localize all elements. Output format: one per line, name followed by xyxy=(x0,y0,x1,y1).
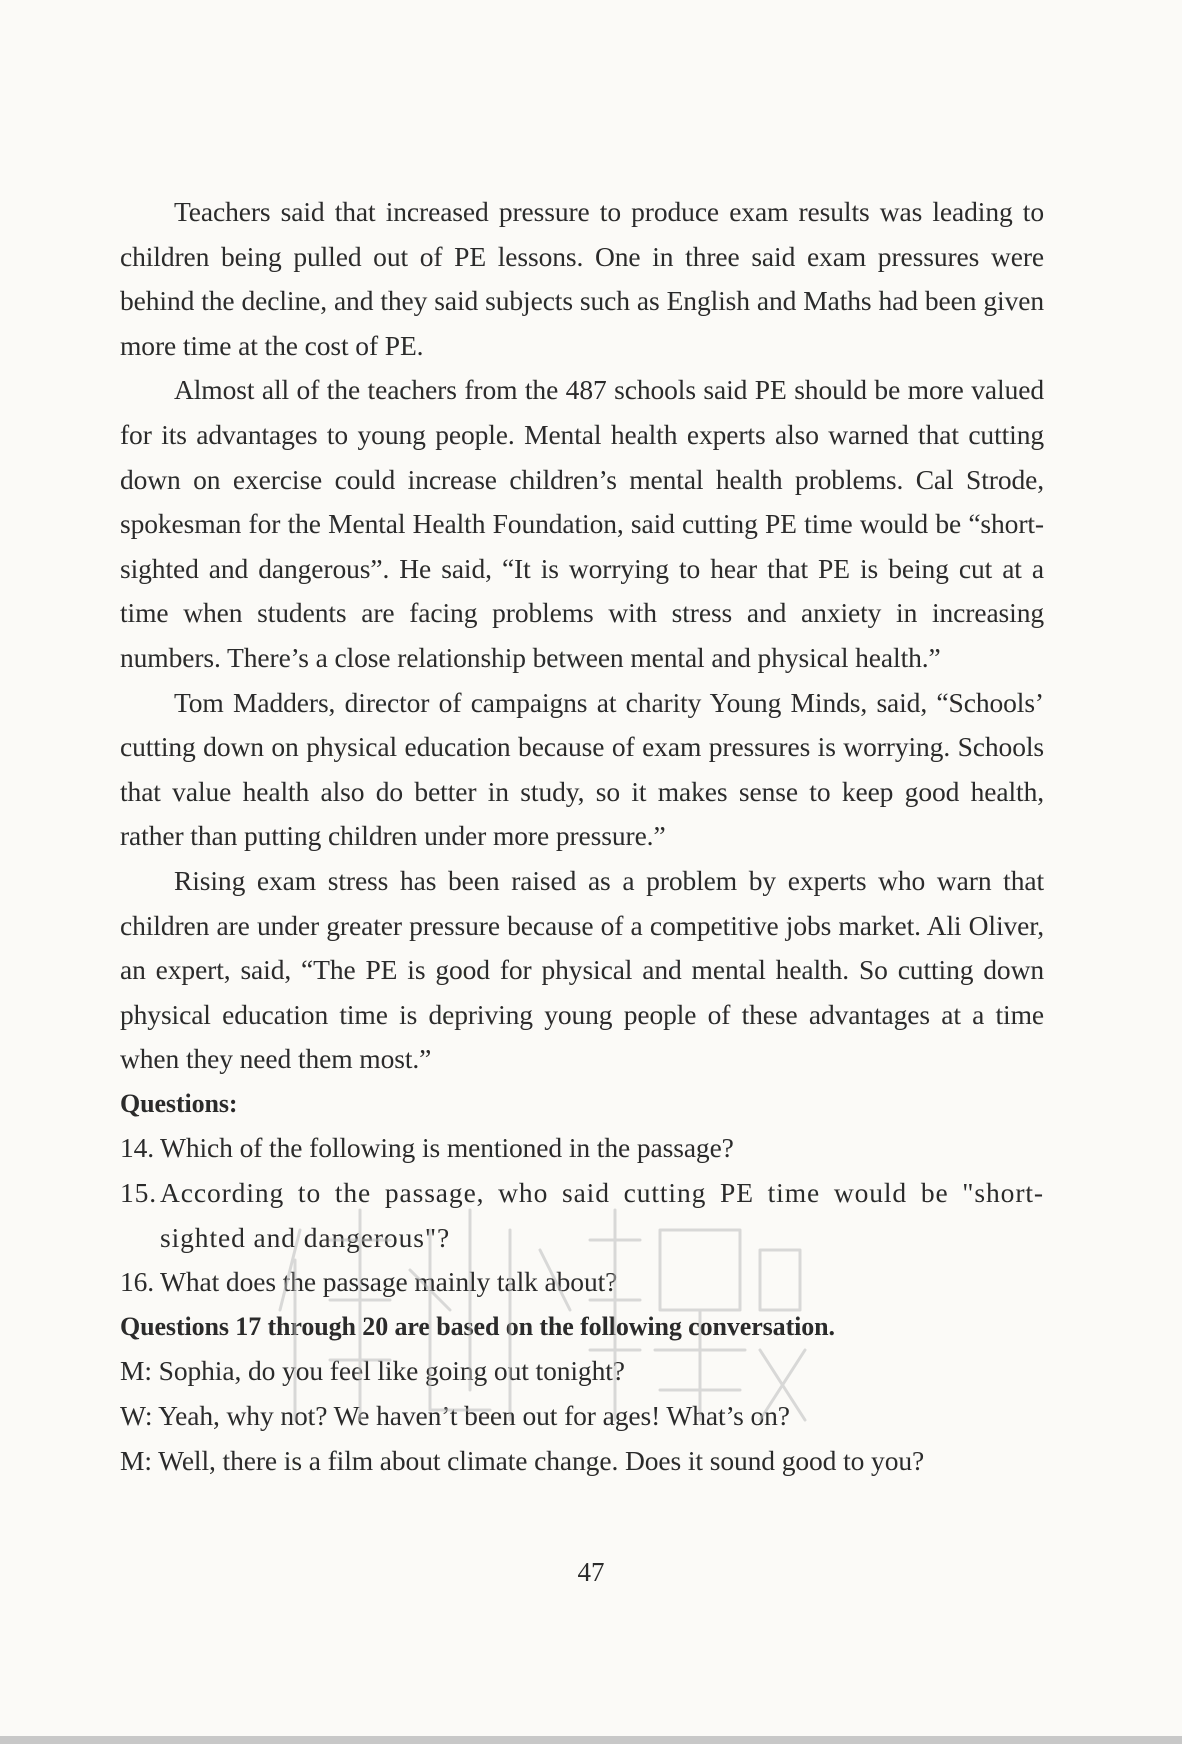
question-text: According to the passage, who said cutting PE time would be "short-sighted and dangerous"? xyxy=(160,1177,1044,1253)
question-number: 15. xyxy=(120,1177,158,1209)
passage-paragraph-4: Rising exam stress has been raised as a problem by experts who warn that children are under greater pressure because of a competitive jobs market. Ali Oliver, an expert, said, “The PE is good for physical and mental health. So cutting down physical education time is depriving young people of these advantages at a time when they need them most.” xyxy=(120,864,1044,1075)
dialogue-line: W: Yeah, why not? We haven’t been out for ages! What’s on? xyxy=(120,1400,790,1432)
question-item xyxy=(120,1171,1044,1260)
passage-paragraph-2: Almost all of the teachers from the 487 schools said PE should be more valued for its advantages to young people. Mental health experts also warned that cutting down on exercise could increase children’s mental health problems. Cal Strode, spokesman for the Mental Health Foundation, said cutting PE time would be “short-sighted and dangerous”. He said, “It is worrying to hear that PE is being cut at a time when students are facing problems with stress and anxiety in increasing numbers. There’s a close relationship between mental and physical health.” xyxy=(120,374,1044,673)
dialogue-line: M: Well, there is a film about climate change. Does it sound good to you? xyxy=(120,1444,925,1476)
question-number: 16. xyxy=(120,1266,155,1298)
page-content xyxy=(120,190,1044,1483)
question-list xyxy=(120,1126,1044,1304)
question-text: Which of the following is mentioned in the passage? xyxy=(160,1132,734,1164)
conversation-heading: Questions 17 through 20 are based on the following conversation. xyxy=(120,1311,835,1341)
passage-paragraph-3: Tom Madders, director of campaigns at charity Young Minds, said, “Schools’ cutting down on physical education because of exam pressures is worrying. Schools that value health also do better in study, so it makes sense to keep good health, rather than putting children under more pressure.” xyxy=(120,686,1044,852)
passage-paragraph-1: Teachers said that increased pressure to produce exam results was leading to children being pulled out of PE lessons. One in three said exam pressures were behind the decline, and they said subjects such as English and Maths had been given more time at the cost of PE. xyxy=(120,196,1044,361)
question-item xyxy=(120,1126,1044,1171)
page-number: 47 xyxy=(577,1557,605,1587)
questions-heading: Questions: xyxy=(120,1088,238,1118)
page-edge xyxy=(0,1736,1182,1744)
question-text: What does the passage mainly talk about? xyxy=(160,1266,618,1298)
question-item xyxy=(120,1260,1044,1305)
conversation-lines xyxy=(120,1349,1044,1483)
question-number: 14. xyxy=(120,1132,155,1164)
dialogue-line: M: Sophia, do you feel like going out tonight? xyxy=(120,1355,625,1387)
